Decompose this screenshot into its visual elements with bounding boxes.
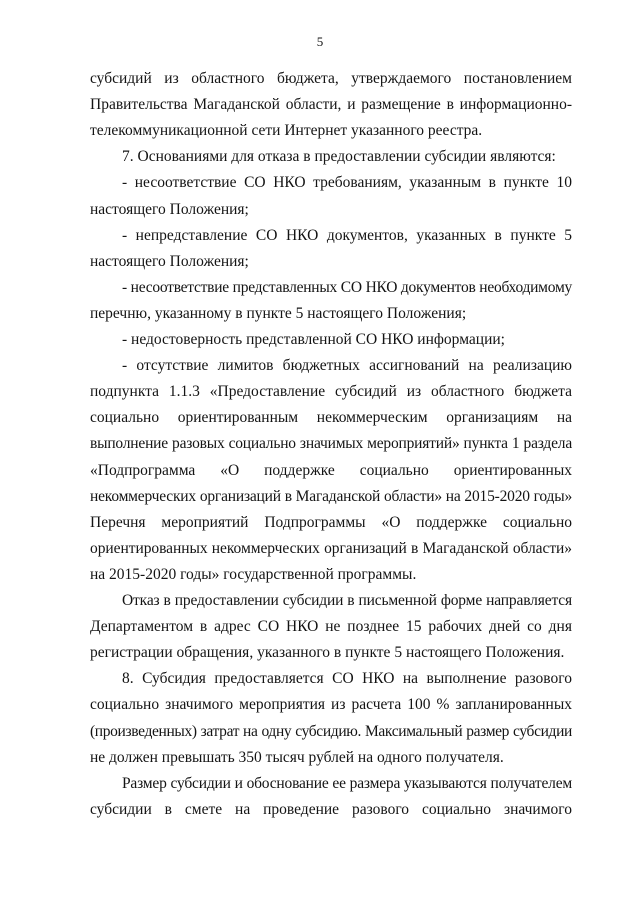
text-line: субсидии в смете на проведение разового социально значимого <box>90 800 572 818</box>
text-line: на 2015-2020 годы» государственной программы. <box>90 565 417 583</box>
text-line: подпункта 1.1.3 «Предоставление субсидий из областного бюджета <box>90 383 572 401</box>
text-line: телекоммуникационной сети Интернет указанного реестра. <box>90 122 483 140</box>
text-line: субсидий из областного бюджета, утверждаемого постановлением <box>90 70 572 87</box>
text-line: перечню, указанному в пункте 5 настоящего Положения; <box>90 304 467 322</box>
text-line: «Подпрограмма «О поддержке социально ориентированных <box>90 461 572 479</box>
text-line: - непредставление СО НКО документов, указанных в пункте 5 <box>122 226 572 244</box>
page-number: 5 <box>316 34 324 49</box>
text-line: настоящего Положения; <box>90 252 249 270</box>
text-line: (произведенных) затрат на одну субсидию. Максимальный размер субсидии <box>90 722 572 740</box>
text-line: Правительства Магаданской области, и размещение в информационно- <box>90 96 572 114</box>
text-line: Отказ в предоставлении субсидии в письменной форме направляется <box>122 592 572 609</box>
text-line: 7. Основаниями для отказа в предоставлении субсидии являются: <box>122 148 556 166</box>
text-line: Перечня мероприятий Подпрограммы «О поддержке социально <box>90 513 572 531</box>
text-line: - несоответствие СО НКО требованиям, указанным в пункте 10 <box>122 174 572 192</box>
text-line: 8. Субсидия предоставляется СО НКО на выполнение разового <box>122 670 572 688</box>
text-line: Департаментом в адрес СО НКО не позднее 15 рабочих дней со дня <box>90 618 572 636</box>
text-line: ориентированных некоммерческих организаций в Магаданской области» <box>90 539 572 557</box>
text-line: социально значимого мероприятия из расчета 100 % запланированных <box>90 696 572 714</box>
text-line: некоммерческих организаций в Магаданской области» на 2015-2020 годы» <box>90 487 572 505</box>
text-line: - отсутствие лимитов бюджетных ассигнований на реализацию <box>122 357 572 375</box>
text-line: социально ориентированным некоммерческим организациям на <box>90 409 572 427</box>
text-line: - несоответствие представленных СО НКО документов необходимому <box>122 278 572 296</box>
text-line: - недостоверность представленной СО НКО информации; <box>122 331 505 348</box>
text-line: регистрации обращения, указанного в пункте 5 настоящего Положения. <box>90 644 565 662</box>
text-line: Размер субсидии и обоснование ее размера указываются получателем <box>122 774 572 792</box>
text-line: выполнение разовых социально значимых мероприятий» пункта 1 раздела <box>90 435 572 453</box>
text-line: не должен превышать 350 тысяч рублей на одного получателя. <box>90 748 504 766</box>
text-line: настоящего Положения; <box>90 200 249 218</box>
